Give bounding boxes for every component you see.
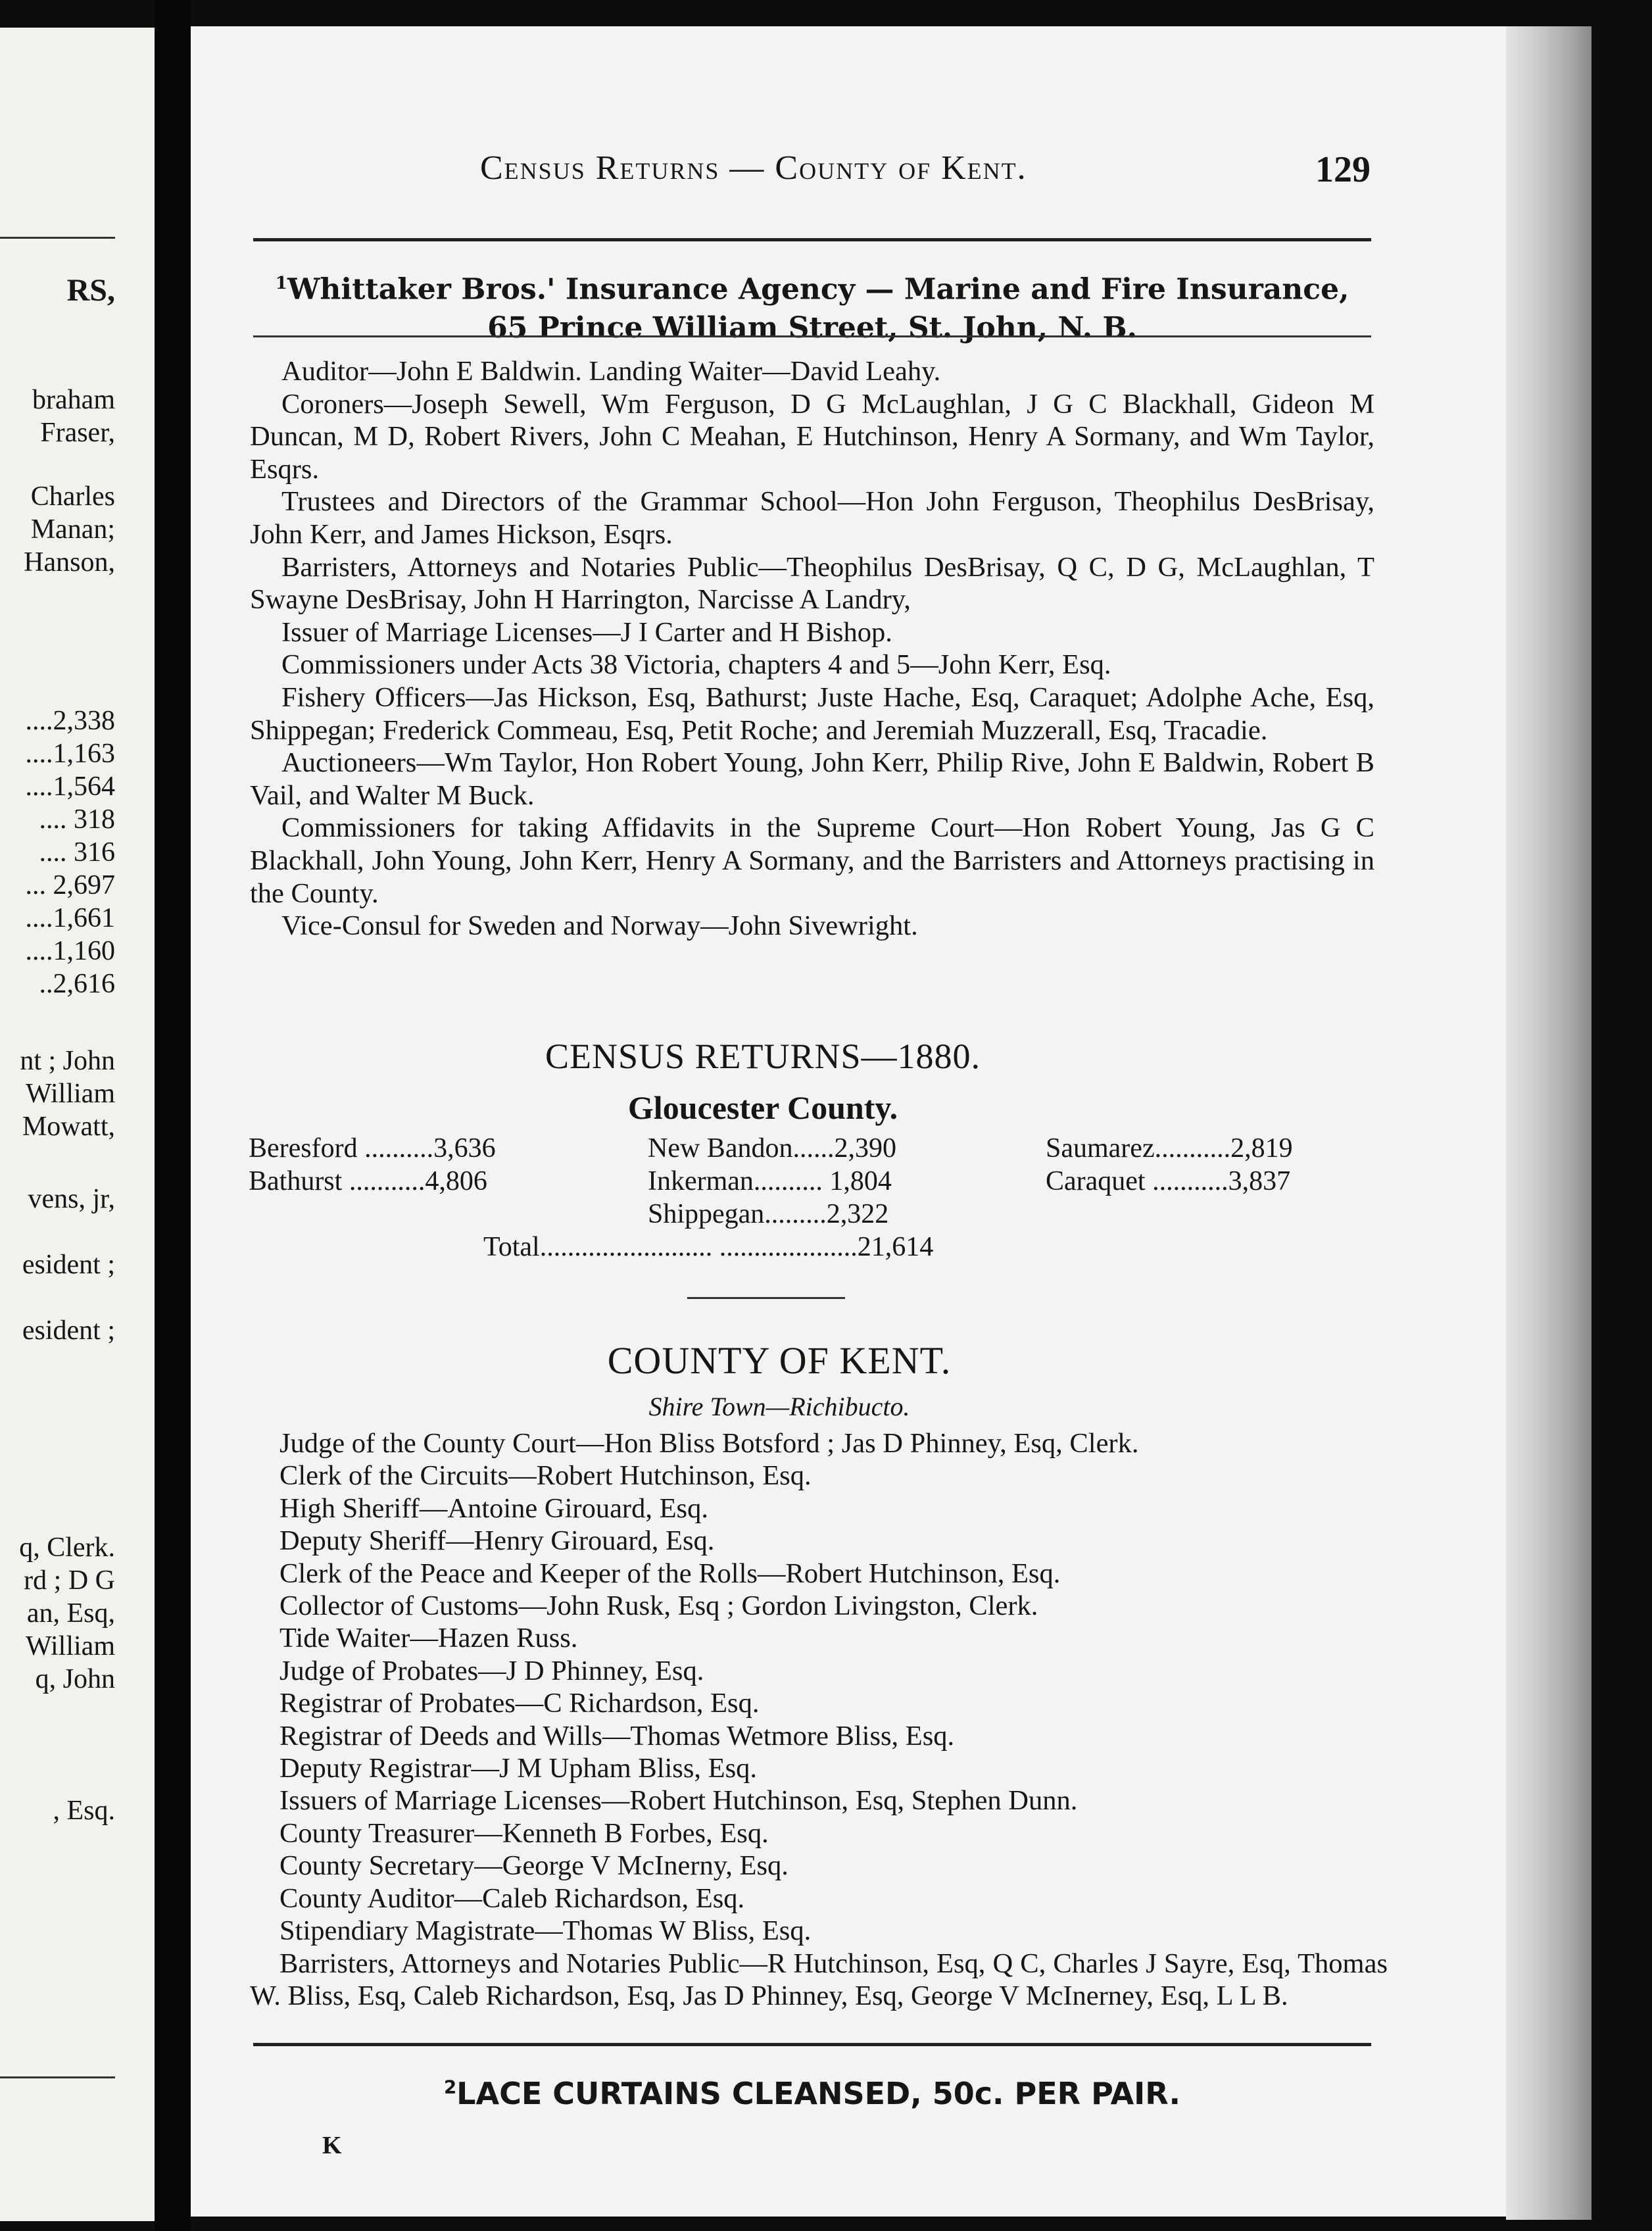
ad-line-2: 65 Prince William Street, St. John, N. B. [487,310,1137,345]
official-entry: Barristers, Attorneys and Notaries Public—Theophilus DesBrisay, Q C, D G, McLaughlan, T Swayne DesBrisay, John H Harrington, Narcisse A Landry, [250,551,1374,616]
official-entry: Commissioners under Acts 38 Victoria, chapters 4 and 5—John Kerr, Esq. [281,649,1111,681]
census-entry: Shippegan.........2,322 [648,1199,889,1229]
official-entry: Vice-Consul for Sweden and Norway—John Sivewright. [281,910,918,942]
left-fragment: ....1,564 [25,772,115,802]
page-edges [1506,26,1591,2220]
left-fragment: rd ; D G [24,1565,115,1596]
census-entry: Inkerman.......... 1,804 [648,1166,892,1196]
census-total: Total......................... ....................21,614 [483,1232,934,1262]
official-entry: Deputy Sheriff—Henry Girouard, Esq. [279,1525,715,1557]
ad-line-1 [253,264,1371,309]
official-entry: Collector of Customs—John Rusk, Esq ; Gordon Livingston, Clerk. [279,1590,1038,1622]
left-fragment: Hanson, [24,547,115,577]
census-entry: New Bandon......2,390 [648,1133,896,1164]
kent-officials [250,1427,1388,2012]
official-entry: County Auditor—Caleb Richardson, Esq. [279,1882,745,1914]
left-fragment: , Esq. [53,1796,115,1826]
left-fragment: nt ; John [20,1046,115,1076]
official-entry: Commissioners for taking Affidavits in the Supreme Court—Hon Robert Young, Jas G C Blackhall, John Young, John Kerr, Henry A Sormany, and the Barristers and Attorneys practising in the County. [250,812,1374,909]
official-entry: Judge of the County Court—Hon Bliss Botsford ; Jas D Phinney, Esq, Clerk. [279,1428,1139,1459]
left-fragment: Fraser, [40,418,115,448]
official-entry: Registrar of Deeds and Wills—Thomas Wetmore Bliss, Esq. [279,1720,955,1752]
left-fragment: ... 2,697 [25,870,115,900]
census-entry: Beresford ..........3,636 [249,1133,496,1164]
official-entry: Clerk of the Circuits—Robert Hutchinson, Esq. [279,1460,812,1492]
census-title: CENSUS RETURNS—1880. [545,1037,981,1076]
left-fragment: q, Clerk. [19,1532,115,1563]
official-entry: Issuers of Marriage Licenses—Robert Hutchinson, Esq, Stephen Dunn. [279,1785,1078,1817]
official-entry: Auctioneers—Wm Taylor, Hon Robert Young, John Kerr, Philip Rive, John E Baldwin, Robert B Vail, and Walter M Buck. [250,747,1374,811]
official-entry: County Treasurer—Kenneth B Forbes, Esq. [279,1817,769,1849]
left-fragment: William [26,1079,115,1109]
header-rule [253,238,1371,241]
left-fragment: RS, [66,273,115,308]
left-fragment: q, John [35,1664,115,1694]
left-fragment: William [26,1631,115,1661]
signature-mark: K [322,2132,342,2159]
official-entry: Auditor—John E Baldwin. Landing Waiter—David Leahy. [281,356,941,387]
left-fragment: Manan; [30,514,115,545]
lace-curtains-advertisement [253,2076,1371,2111]
footnote-mark: 1 [275,273,287,293]
ad-text: Whittaker Bros.' Insurance Agency — Marine and Fire Insurance, [287,272,1349,306]
official-entry: Issuer of Marriage Licenses—J I Carter and H Bishop. [281,616,892,648]
left-fragment: braham [32,385,115,415]
left-fragment: Charles [30,481,115,512]
left-fragment: ....1,661 [25,903,115,933]
section-divider [687,1297,845,1299]
kent-title: COUNTY OF KENT. [607,1339,952,1382]
official-entry: High Sheriff—Antoine Girouard, Esq. [279,1492,708,1524]
official-entry: Deputy Registrar—J M Upham Bliss, Esq. [279,1753,758,1784]
book-gutter [155,0,191,2231]
census-entry: Saumarez...........2,819 [1046,1133,1293,1164]
left-fragment: esident ; [22,1315,115,1346]
left-fragment: .... 316 [39,837,115,868]
left-fragment: vens, jr, [28,1184,115,1214]
official-entry: Barristers, Attorneys and Notaries Public—R Hutchinson, Esq, Q C, Charles J Sayre, Esq, Thomas W. Bliss, Esq, Caleb Richardson, Esq, Jas D Phinney, Esq, George V McInerney, Esq, L L B. [250,1948,1388,2011]
shire-town: Shire Town—Richibucto. [648,1392,910,1421]
official-entry: Coroners—Joseph Sewell, Wm Ferguson, D G McLaughlan, J G C Blackhall, Gideon M Duncan, M D, Robert Rivers, John C Meahan, E Hutchinson, Henry A Sormany, and Wm Taylor, Esqrs. [250,388,1374,485]
official-entry: Tide Waiter—Hazen Russ. [279,1623,578,1654]
book-page [191,26,1539,2217]
footnote-mark: 2 [443,2076,457,2098]
county-subtitle: Gloucester County. [627,1089,898,1126]
left-fragment: ....1,163 [25,739,115,769]
left-page-rule [0,237,115,239]
insurance-advertisement [253,264,1371,347]
left-fragment: .... 318 [39,804,115,835]
left-page-rule [0,2076,115,2078]
page-number: 129 [1315,149,1371,190]
official-entry: Trustees and Directors of the Grammar School—Hon John Ferguson, Theophilus DesBrisay, John Kerr, and James Hickson, Esqrs. [250,486,1374,550]
gloucester-officials [250,355,1374,943]
official-entry: Fishery Officers—Jas Hickson, Esq, Bathurst; Juste Hache, Esq, Caraquet; Adolphe Ache, Esq, Shippegan; Frederick Commeau, Esq, Petit Roche; and Jeremiah Muzzerall, Esq, Tracadie. [250,681,1374,746]
census-entry: Bathurst ...........4,806 [249,1166,487,1196]
official-entry: County Secretary—George V McInerny, Esq. [279,1850,789,1882]
official-entry: Registrar of Probates—C Richardson, Esq. [279,1688,760,1719]
left-fragment: Mowatt, [22,1112,115,1142]
left-fragment: esident ; [22,1250,115,1280]
footer-ad-text: LACE CURTAINS CLEANSED, 50c. PER PAIR. [456,2076,1181,2111]
running-head: Census Returns — County of Kent. [480,149,1027,187]
left-fragment: ....2,338 [25,706,115,736]
footer-rule [253,2043,1371,2046]
left-fragment: an, Esq, [26,1598,115,1629]
official-entry: Clerk of the Peace and Keeper of the Rolls—Robert Hutchinson, Esq. [279,1557,1061,1589]
left-facing-page [0,28,155,2221]
ad-rule [253,335,1371,337]
official-entry: Stipendiary Magistrate—Thomas W Bliss, Esq. [279,1915,812,1947]
left-fragment: ....1,160 [25,936,115,966]
left-fragment: ..2,616 [39,969,115,999]
official-entry: Judge of Probates—J D Phinney, Esq. [279,1655,704,1686]
census-entry: Caraquet ...........3,837 [1046,1166,1291,1196]
